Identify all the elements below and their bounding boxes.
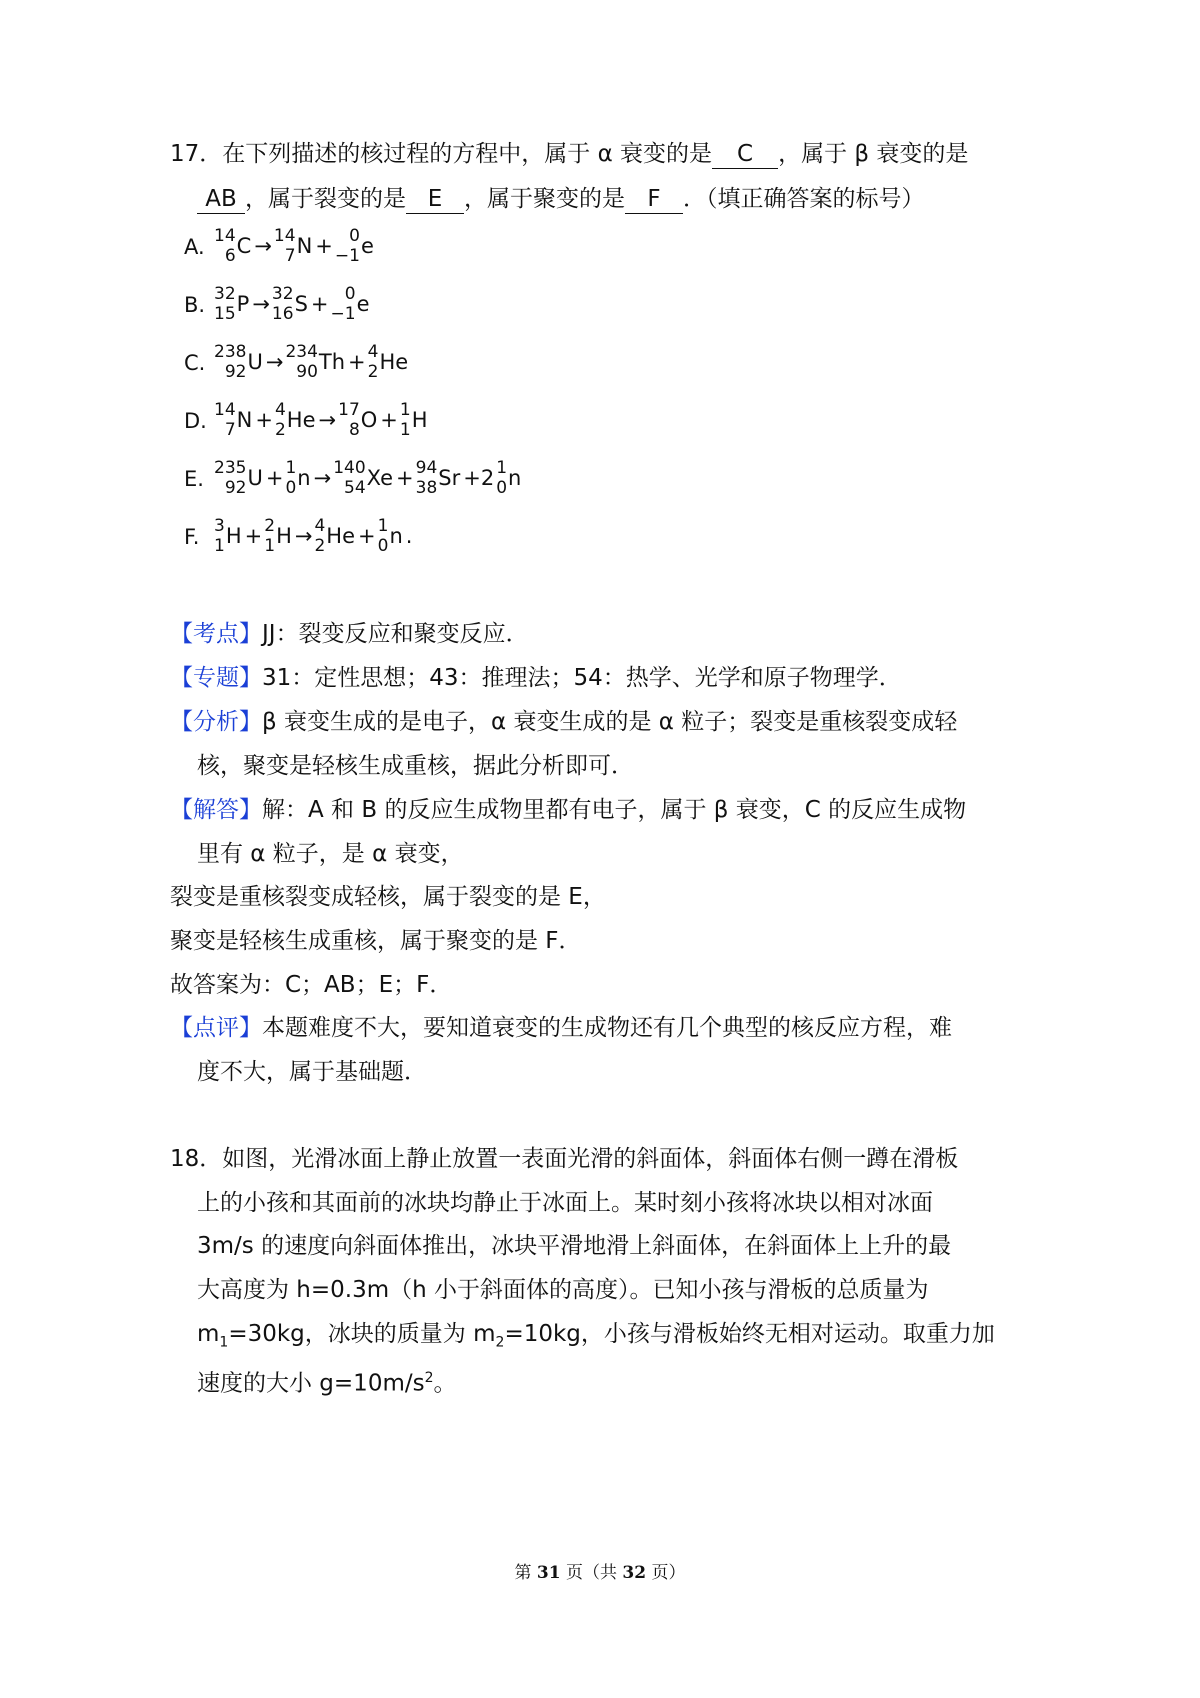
- nuclide: [214, 513, 242, 559]
- element-symbol: S: [294, 292, 308, 316]
- element-symbol: He: [286, 408, 316, 432]
- jieda-line-1: [170, 794, 966, 826]
- q17-lead: 17．在下列描述的核过程的方程中，属于 α 衰变的是: [170, 141, 713, 167]
- atomic-number: 92: [224, 362, 247, 382]
- element-symbol: n: [297, 466, 311, 490]
- q17-mid3: ，属于聚变的是: [464, 186, 625, 212]
- zhuanti-tag: 【专题】: [170, 665, 262, 691]
- mass-number: 1: [399, 400, 411, 420]
- q18-line-1: 18．如图，光滑冰面上静止放置一表面光滑的斜面体，斜面体右侧一蹲在滑板: [170, 1146, 959, 1172]
- atomic-number: 0: [285, 478, 297, 498]
- q18-line-2: 上的小孩和其面前的冰块均静止于冰面上。某时刻小孩将冰块以相对冰面: [197, 1190, 933, 1216]
- mass-number: 14: [214, 226, 236, 246]
- atomic-number: 1: [264, 536, 276, 556]
- nuclide: [496, 455, 521, 501]
- nuclide: [214, 397, 252, 443]
- nuclide: [314, 513, 355, 559]
- operator: +: [396, 466, 414, 490]
- element-symbol: N: [296, 234, 313, 258]
- mass-number: 234: [285, 342, 318, 362]
- element-symbol: n: [389, 524, 403, 548]
- option-label: E.: [184, 467, 204, 491]
- q17-tail: ．（填正确答案的标号）: [683, 186, 925, 212]
- element-symbol: H: [225, 524, 242, 548]
- nuclide: [416, 455, 461, 501]
- atomic-number: 92: [224, 478, 247, 498]
- arrow-symbol: →: [254, 234, 272, 258]
- atomic-number: 15: [214, 304, 236, 324]
- mass-number: 2: [264, 516, 276, 536]
- nuclide: [275, 397, 316, 443]
- mass-number: 17: [338, 400, 360, 420]
- mass-number: 14: [214, 400, 236, 420]
- nuclear-equation: [214, 281, 371, 327]
- atomic-number: 54: [344, 478, 366, 498]
- blank-beta: AB: [197, 185, 245, 214]
- nuclide: [285, 339, 345, 385]
- mass-number: 238: [214, 342, 247, 362]
- blank-fusion: F: [625, 185, 683, 214]
- mass-number: 32: [271, 284, 294, 304]
- arrow-symbol: →: [252, 292, 270, 316]
- atomic-number: 8: [348, 420, 360, 440]
- element-symbol: Sr: [438, 466, 461, 490]
- page-number: 31: [536, 1563, 561, 1583]
- nuclear-equation: [214, 397, 429, 443]
- dianping-tag: 【点评】: [170, 1015, 262, 1041]
- nuclide: [214, 281, 249, 327]
- operator: +: [255, 408, 273, 432]
- nuclear-equation: [214, 339, 409, 385]
- atomic-number: 2: [274, 420, 286, 440]
- nuclide: [214, 223, 251, 269]
- nuclear-equation: [214, 513, 414, 559]
- kaodian-line: [170, 618, 529, 650]
- element-symbol: Xe: [366, 466, 394, 490]
- fenxi-line-1: [170, 706, 957, 738]
- operator: +: [348, 350, 366, 374]
- operator: +: [244, 524, 263, 548]
- nuclide: [264, 513, 292, 559]
- atomic-number: 0: [496, 478, 508, 498]
- q17-line-1: [170, 138, 968, 170]
- dianping-text-1: 本题难度不大，要知道衰变的生成物还有几个典型的核反应方程，难: [262, 1015, 952, 1041]
- nuclear-equation: [214, 455, 522, 501]
- jieda-line-4: 聚变是轻核生成重核，属于聚变的是 F．: [170, 928, 582, 954]
- operator: +2: [463, 466, 495, 490]
- option-label: D.: [184, 409, 207, 433]
- arrow-symbol: →: [294, 524, 313, 548]
- mass-number: 140: [333, 458, 366, 478]
- option-label: B.: [184, 293, 206, 317]
- atomic-number: 7: [224, 420, 236, 440]
- mass-number: 4: [314, 516, 326, 536]
- jieda-tag: 【解答】: [170, 797, 262, 823]
- nuclide: [400, 397, 428, 443]
- atomic-number: 1: [399, 420, 411, 440]
- element-symbol: e: [356, 292, 370, 316]
- mass-number: 0: [349, 226, 360, 246]
- mass-number: 3: [214, 516, 225, 536]
- blank-alpha: C: [712, 140, 778, 169]
- jieda-line-5: 故答案为：C；AB；E；F．: [170, 972, 453, 998]
- nuclide: [214, 339, 263, 385]
- nuclide: [274, 223, 312, 269]
- element-symbol: e: [360, 234, 374, 258]
- atomic-number: 0: [377, 536, 389, 556]
- option-label: C.: [184, 351, 206, 375]
- element-symbol: H: [411, 408, 428, 432]
- fenxi-line-2: 核，聚变是轻核生成重核，据此分析即可．: [197, 753, 634, 779]
- q18-line-6: 速度的大小 $g=10m/s^2$。: [197, 1370, 457, 1397]
- q17-mid1: ，属于 β 衰变的是: [778, 141, 969, 167]
- element-symbol: n: [508, 466, 522, 490]
- element-symbol: Th: [318, 350, 346, 374]
- jieda-line-3: 裂变是重核裂变成轻核，属于裂变的是 E，: [170, 884, 606, 910]
- kaodian-tag: 【考点】: [170, 621, 262, 647]
- kaodian-text: JJ：裂变反应和聚变反应．: [262, 621, 529, 647]
- mass-number: 1: [285, 458, 297, 478]
- element-symbol: U: [247, 350, 263, 374]
- page-footer: 第 31 页（共 32 页）: [514, 1563, 686, 1583]
- operator: +: [315, 234, 333, 258]
- atomic-number: 16: [271, 304, 294, 324]
- jieda-line-2: 里有 α 粒子，是 α 衰变，: [197, 841, 464, 867]
- element-symbol: U: [247, 466, 263, 490]
- jieda-text-1: 解：A 和 B 的反应生成物里都有电子，属于 β 衰变，C 的反应生成物: [262, 797, 967, 823]
- dianping-line-2: 度不大，属于基础题．: [197, 1059, 427, 1085]
- element-symbol: P: [236, 292, 250, 316]
- q17-line-2: [197, 183, 925, 215]
- atomic-number: 2: [314, 536, 326, 556]
- q18-line-3: 3m/s 的速度向斜面体推出，冰块平滑地滑上斜面体，在斜面体上上升的最: [197, 1233, 952, 1259]
- fenxi-text-1: β 衰变生成的是电子，α 衰变生成的是 α 粒子；裂变是重核裂变成轻: [262, 709, 958, 735]
- element-symbol: He: [379, 350, 409, 374]
- nuclide: [214, 455, 263, 501]
- atomic-number: −1: [330, 304, 356, 324]
- q18-line-4: 大高度为 h=0.3m（h 小于斜面体的高度）。已知小孩与滑板的总质量为: [197, 1277, 929, 1303]
- zhuanti-text: 31：定性思想；43：推理法；54：热学、光学和原子物理学．: [262, 665, 902, 691]
- element-symbol: N: [236, 408, 253, 432]
- atomic-number: 90: [296, 362, 318, 382]
- operator: +: [380, 408, 398, 432]
- nuclear-equation: [214, 223, 375, 269]
- mass-number: 14: [273, 226, 296, 246]
- q17-mid2: ，属于裂变的是: [245, 186, 406, 212]
- element-symbol: H: [276, 524, 292, 548]
- fenxi-tag: 【分析】: [170, 709, 262, 735]
- mass-number: 32: [214, 284, 236, 304]
- nuclide: [272, 281, 308, 327]
- nuclide: [331, 281, 370, 327]
- element-symbol: O: [360, 408, 378, 432]
- mass-number: 0: [344, 284, 356, 304]
- nuclide: [378, 513, 403, 559]
- atomic-number: −1: [334, 246, 360, 266]
- nuclide: [338, 397, 377, 443]
- blank-fission: E: [406, 185, 464, 214]
- element-symbol: C: [236, 234, 252, 258]
- atomic-number: 1: [214, 536, 225, 556]
- nuclide: [368, 339, 409, 385]
- mass-number: 235: [214, 458, 247, 478]
- atomic-number: 38: [415, 478, 438, 498]
- arrow-symbol: →: [318, 408, 337, 432]
- mass-number: 4: [274, 400, 286, 420]
- mass-number: 1: [496, 458, 508, 478]
- q18-line-5: $m_1=30kg$，冰块的质量为 $m_2=10kg$，小孩与滑板始终无相对运动。取重力加: [197, 1321, 995, 1351]
- nuclide: [285, 455, 310, 501]
- nuclide: [333, 455, 393, 501]
- mass-number: 4: [367, 342, 379, 362]
- operator: +: [358, 524, 376, 548]
- mass-number: 1: [377, 516, 389, 536]
- atomic-number: 2: [367, 362, 379, 382]
- element-symbol: He: [326, 524, 356, 548]
- option-label: A.: [184, 235, 205, 259]
- dianping-line-1: [170, 1012, 952, 1044]
- arrow-symbol: →: [313, 466, 332, 490]
- operator: .: [405, 524, 413, 548]
- atomic-number: 6: [224, 246, 236, 266]
- zhuanti-line: [170, 662, 902, 694]
- operator: +: [265, 466, 284, 490]
- operator: +: [310, 292, 329, 316]
- mass-number: 94: [415, 458, 438, 478]
- nuclide: [335, 223, 374, 269]
- page-total: 32: [622, 1563, 647, 1583]
- option-label: F.: [184, 525, 200, 549]
- arrow-symbol: →: [265, 350, 284, 374]
- atomic-number: 7: [284, 246, 296, 266]
